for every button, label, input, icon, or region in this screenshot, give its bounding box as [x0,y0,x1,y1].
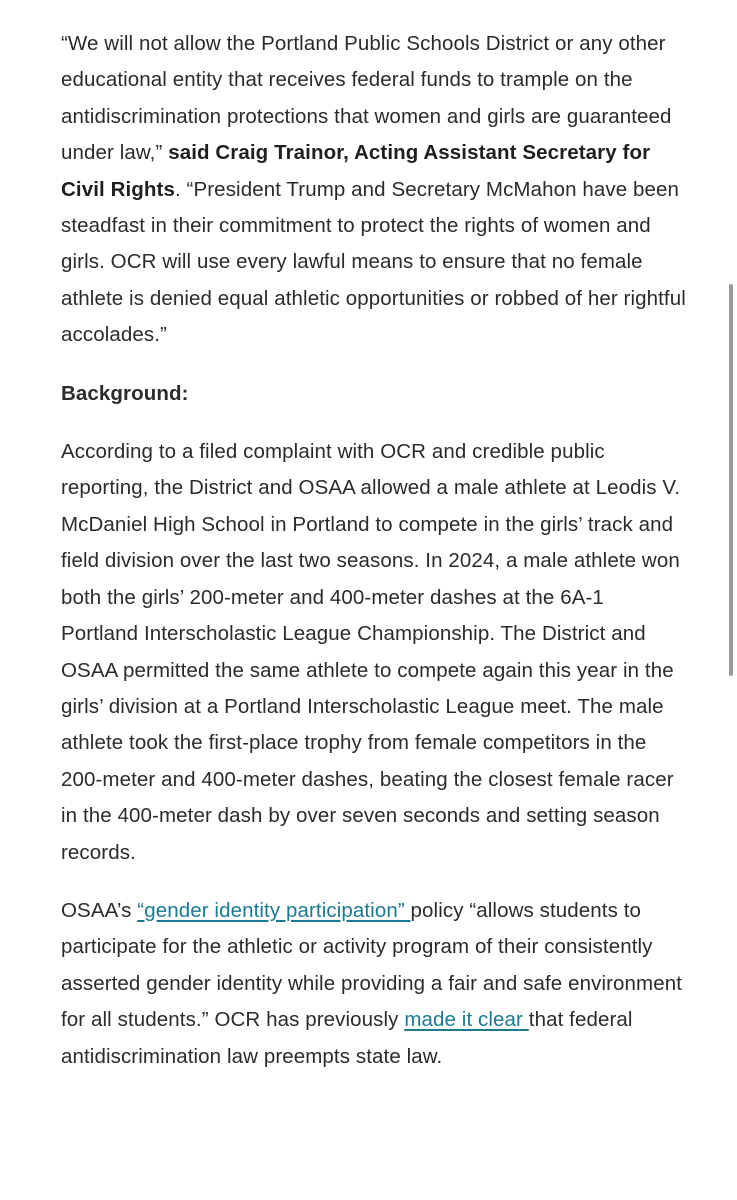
scrollbar[interactable] [729,284,733,676]
policy-prefix: OSAA’s [61,898,138,922]
article-body [61,26,686,1075]
quote-text: “We will not allow the Portland Public Schools District or any other educational entity that receives federal funds to trample on the antidiscrimination protections that women and girls are guaranteed under law,” [61,32,672,165]
policy-paragraph [61,893,686,1075]
gender-identity-policy-link[interactable]: “gender identity participation” [137,898,411,922]
made-it-clear-link[interactable]: made it clear [404,1008,529,1032]
quote-continuation: . “President Trump and Secretary McMahon have been steadfast in their commitment to protect the rights of women and girls. OCR will use every lawful means to ensure that no female athlete is denied equal athletic opportunities or robbed of her rightful accolades.” [61,177,686,347]
quote-paragraph [61,26,686,354]
policy-middle: policy “allows students to participate for the athletic or activity program of their consistently asserted gender identity while providing a fair and safe environment for all students.” OCR has previously [61,898,683,1032]
quote-attribution: said Craig Trainor, Acting Assistant Secretary for Civil Rights [61,141,651,201]
background-heading: Background: [61,381,189,405]
policy-suffix: that federal antidiscrimination law preempts state law. [61,1008,633,1068]
background-paragraph: According to a filed complaint with OCR and credible public reporting, the District and OSAA allowed a male athlete at Leodis V. McDaniel High School in Portland to compete in the girls’ track and field division over the last two seasons. In 2024, a male athlete won both the girls’ 200-meter and 400-meter dashes at the 6A-1 Portland Interscholastic League Championship. The District and OSAA permitted the same athlete to compete again this year in the girls’ division at a Portland Interscholastic League meet. The male athlete took the first-place trophy from female competitors in the 200-meter and 400-meter dashes, beating the closest female racer in the 400-meter dash by over seven seconds and setting season records. [61,440,681,864]
